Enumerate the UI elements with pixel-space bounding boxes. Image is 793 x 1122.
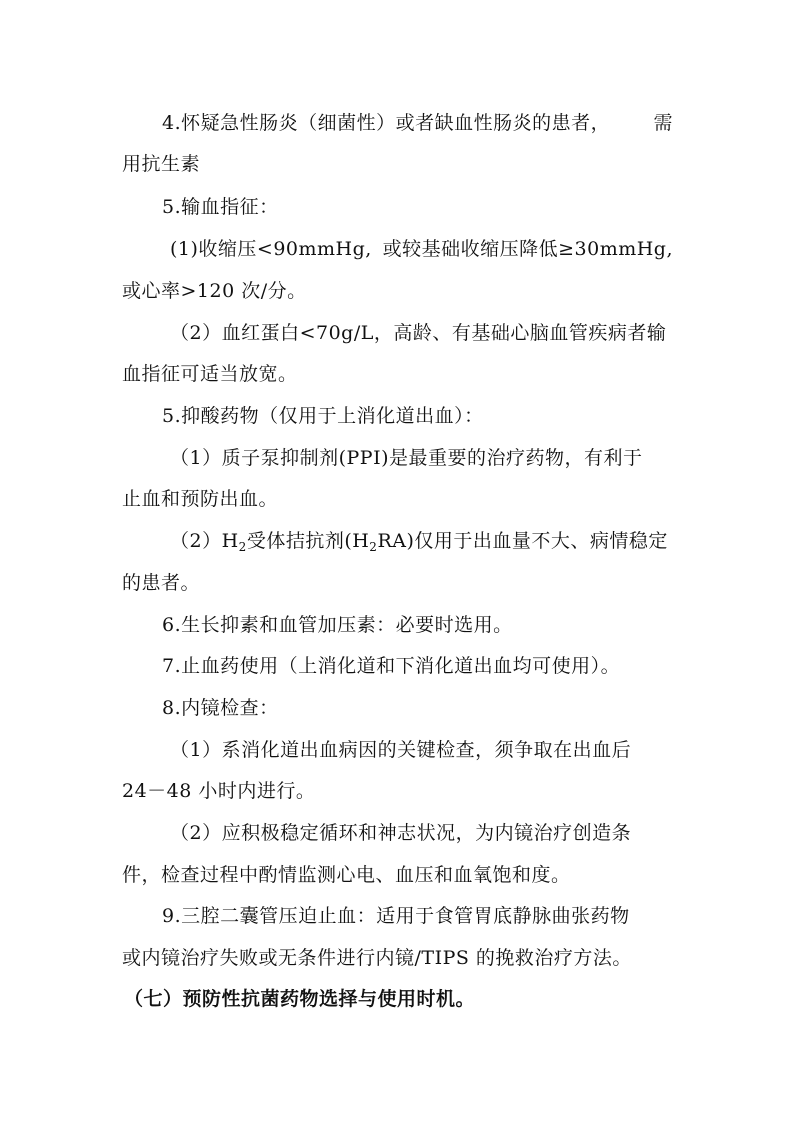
section-heading: （七）预防性抗菌药物选择与使用时机。 [124, 988, 476, 1010]
text-line-4-part-b: 或较基础收缩压降低≥30mmHg, [382, 238, 673, 260]
subscript-2-a: 2 [238, 540, 247, 554]
subscript-2-b: 2 [369, 540, 378, 554]
text-line-9: （1）质子泵抑制剂(PPI)是最重要的治疗药物，有利于 [170, 447, 643, 469]
text-line-1-part-a: 4.怀疑急性肠炎（细菌性）或者缺血性肠炎的患者， [162, 112, 611, 134]
text-line-11 [170, 528, 668, 554]
text-line-18: （2）应积极稳定循环和神志状况，为内镜治疗创造条 [170, 822, 632, 844]
text-line-11-a: （2）H [170, 530, 239, 552]
text-line-15: 8.内镜检查： [162, 697, 279, 719]
text-line-21: 或内镜治疗失败或无条件进行内镜/TIPS 的挽救治疗方法。 [122, 947, 632, 969]
text-line-10: 止血和预防出血。 [122, 488, 279, 510]
text-line-4-part-a: (1)收缩压<90mmHg, [170, 238, 372, 260]
text-line-1-part-b: 需 [653, 112, 673, 134]
text-line-5: 或心率>120 次/分。 [122, 280, 307, 302]
text-line-20: 9.三腔二囊管压迫止血：适用于食管胃底静脉曲张药物 [162, 905, 630, 927]
text-line-7: 血指征可适当放宽。 [122, 363, 298, 385]
text-line-19: 件，检查过程中酌情监测心电、血压和血氧饱和度。 [122, 864, 571, 886]
text-line-1 [162, 110, 673, 136]
text-line-11-c: RA)仅用于出血量不大、病情稳定 [377, 530, 668, 552]
text-line-6: （2）血红蛋白<70g/L，高龄、有基础心脑血管疾病者输 [170, 322, 667, 344]
text-line-3: 5.输血指征： [162, 196, 279, 218]
text-line-2: 用抗生素 [122, 153, 201, 175]
text-line-11-b: 受体拮抗剂(H [246, 530, 370, 552]
text-line-8: 5.抑酸药物（仅用于上消化道出血）： [162, 405, 484, 427]
text-line-12: 的患者。 [122, 572, 201, 594]
text-line-17: 24－48 小时内进行。 [122, 780, 316, 802]
text-line-14: 7.止血药使用（上消化道和下消化道出血均可使用）。 [162, 655, 621, 677]
text-line-4 [170, 236, 673, 262]
text-line-16: （1）系消化道出血病因的关键检查，须争取在出血后 [170, 739, 632, 761]
text-line-13: 6.生长抑素和血管加压素：必要时选用。 [162, 614, 513, 636]
